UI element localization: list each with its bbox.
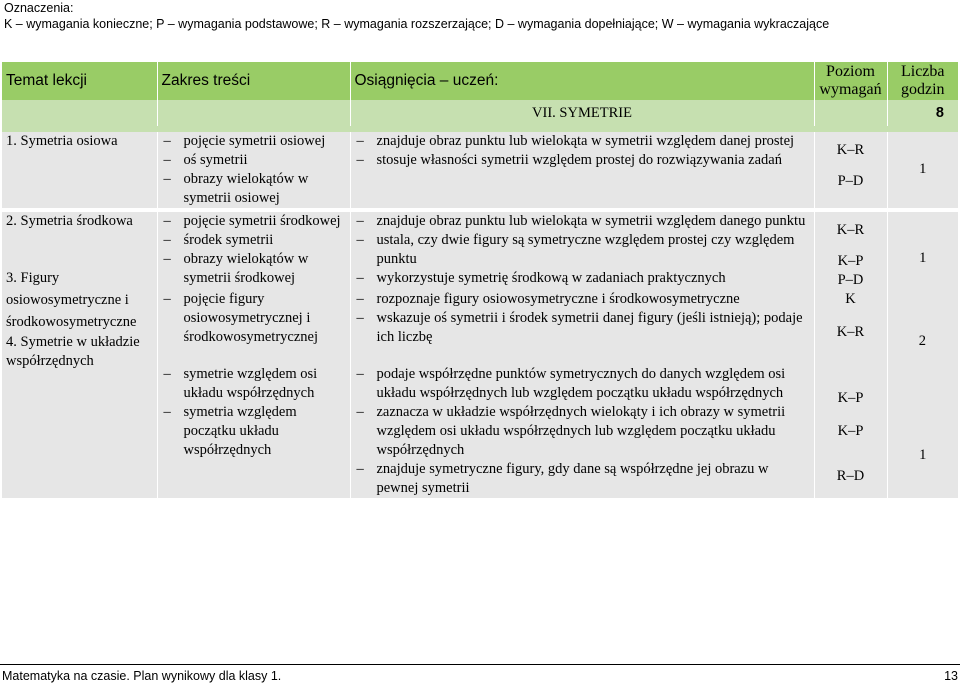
row-topic-3: 3. Figury osiowosymetryczne i środkowosymetryczne <box>6 270 137 330</box>
row-achievements <box>350 212 814 498</box>
achievement-item: – znajduje symetryczne figury, gdy dane są współrzędne jej obrazu w pewnej symetrii <box>355 460 810 498</box>
level-item: P–D <box>837 173 864 189</box>
legend <box>4 0 829 32</box>
level-item: P–D <box>837 272 864 288</box>
row-levels <box>814 129 887 208</box>
achievement-item: – ustala, czy dwie figury są symetryczne względem prostej czy względem punktu <box>355 231 810 269</box>
header-level: Poziom wymagań <box>814 62 887 100</box>
scope-item: – pojęcie figury osiowosymetrycznej i środkowosymetrycznej <box>162 290 346 347</box>
plan-table <box>2 62 958 498</box>
row-levels <box>814 212 887 498</box>
scope-item: – pojęcie symetrii osiowej <box>162 132 346 151</box>
footer <box>0 664 960 686</box>
row-topic: 2. Symetria środkowa 3. Figury osiowosymetryczne i środkowosymetryczne 4. Symetrie w układzie współrzędnych <box>2 212 157 498</box>
row-scope <box>157 212 350 498</box>
achievement-item: – zaznacza w układzie współrzędnych wielokąty i ich obrazy w symetrii względem osi układu współrzędnych lub względem początku układu współrzędnych <box>355 403 810 460</box>
level-item: R–D <box>836 468 865 484</box>
scope-item: – symetrie względem osi układu współrzędnych <box>162 365 346 403</box>
scope-item: – symetria względem początku układu współrzędnych <box>162 403 346 460</box>
achievement-item: – wykorzystuje symetrię środkową w zadaniach praktycznych <box>355 269 810 288</box>
level-item: K–R <box>836 222 865 238</box>
table-row <box>2 212 958 498</box>
legend-title: Oznaczenia: <box>4 1 74 15</box>
achievement-item: – znajduje obraz punktu lub wielokąta w symetrii względem danego punktu <box>355 212 810 231</box>
table-row <box>2 129 958 208</box>
level-item: K–R <box>836 324 865 340</box>
level-item: K–R <box>836 142 865 158</box>
section-hours: 8 <box>887 100 958 129</box>
scope-item: – środek symetrii <box>162 231 346 250</box>
achievement-item: – wskazuje oś symetrii i środek symetrii danej figury (jeśli istnieją); podaje ich liczbę <box>355 309 810 347</box>
level-item: K–P <box>837 423 864 439</box>
scope-item: – pojęcie symetrii środkowej <box>162 212 346 231</box>
section-row <box>2 100 958 129</box>
row-achievements <box>350 129 814 208</box>
row-topic: 1. Symetria osiowa <box>2 129 157 208</box>
row-hours: 1 <box>887 129 958 208</box>
row-topic-4: 4. Symetrie w układzie współrzędnych <box>6 334 140 369</box>
scope-item: – obrazy wielokątów w symetrii środkowej <box>162 250 346 288</box>
level-item: K <box>845 291 856 307</box>
legend-text: K – wymagania konieczne; P – wymagania podstawowe; R – wymagania rozszerzające; D – wymagania dopełniające; W – wymagania wykraczające <box>4 17 830 31</box>
header-hours: Liczba godzin <box>887 62 958 100</box>
achievement-item: – podaje współrzędne punktów symetrycznych do danych względem osi układu współrzędnych lub względem początku układu współrzędnych <box>355 365 810 403</box>
section-title: VII. SYMETRIE <box>532 105 632 121</box>
table-header <box>2 62 958 100</box>
level-item: K–P <box>837 390 864 406</box>
header-achievements: Osiągnięcia – uczeń: <box>350 62 814 100</box>
level-item: K–P <box>837 253 864 269</box>
page-number: 13 <box>944 669 958 683</box>
achievement-item: – stosuje własności symetrii względem prostej do rozwiązywania zadań <box>355 151 810 170</box>
scope-item: – obrazy wielokątów w symetrii osiowej <box>162 170 346 208</box>
row-scope <box>157 129 350 208</box>
achievement-item: – rozpoznaje figury osiowosymetryczne i środkowosymetryczne <box>355 290 810 309</box>
achievement-item: – znajduje obraz punktu lub wielokąta w symetrii względem danej prostej <box>355 132 810 151</box>
row-hours: 1 2 1 <box>887 212 958 498</box>
header-scope: Zakres treści <box>157 62 350 100</box>
scope-item: – oś symetrii <box>162 151 346 170</box>
header-topic: Temat lekcji <box>2 62 157 100</box>
footer-text: Matematyka na czasie. Plan wynikowy dla klasy 1. <box>2 669 282 683</box>
